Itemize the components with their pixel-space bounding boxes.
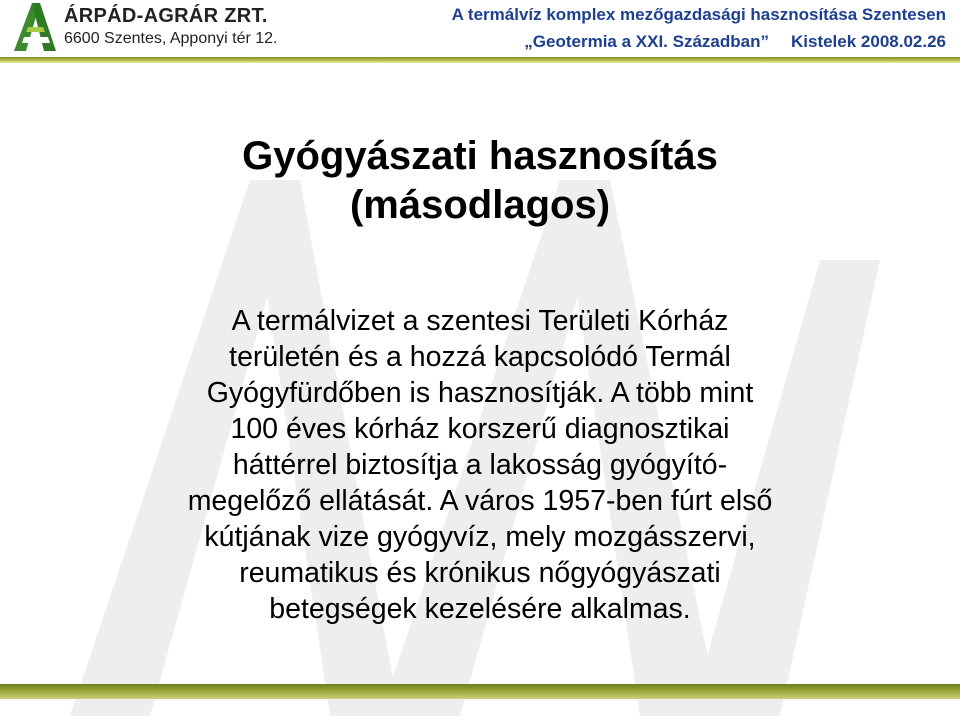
event-subtitle-line xyxy=(524,32,946,52)
body-line-2: területén és a hozzá kapcsolódó Termál xyxy=(229,341,731,373)
body-line-4: 100 éves kórház korszerű diagnosztikai xyxy=(230,413,730,445)
body-line-9: betegségek kezelésére alkalmas. xyxy=(269,593,691,625)
event-place-date: Kistelek 2008.02.26 xyxy=(790,32,946,51)
arpad-agrar-logo-icon xyxy=(14,3,56,51)
footer-divider xyxy=(0,684,960,699)
company-address: 6600 Szentes, Apponyi tér 12. xyxy=(64,30,278,47)
slide-title-line-2: (másodlagos) xyxy=(349,183,611,227)
body-line-1: A termálvizet a szentesi Területi Kórház xyxy=(231,305,729,337)
body-line-8: reumatikus és krónikus nőgyógyászati xyxy=(239,557,721,589)
body-line-7: kútjának vize gyógyvíz, mely mozgásszervi, xyxy=(204,521,756,553)
slide-title xyxy=(0,132,960,230)
event-title: A termálvíz komplex mezőgazdasági hasznosítása Szentesen xyxy=(451,5,946,24)
body-line-6: megelőző ellátását. A város 1957-ben fúrt első xyxy=(187,485,773,517)
header-divider xyxy=(0,57,960,63)
body-line-5: háttérrel biztosítja a lakosság gyógyító- xyxy=(232,449,728,481)
company-name: ÁRPÁD-AGRÁR ZRT. xyxy=(64,5,268,27)
slide-header xyxy=(0,0,960,58)
body-line-3: Gyógyfürdőben is hasznosítják. A több mint xyxy=(206,377,754,409)
event-subtitle: „Geotermia a XXI. Században” xyxy=(524,32,769,51)
slide-body-text xyxy=(112,303,848,627)
slide-title-line-1: Gyógyászati hasznosítás xyxy=(242,134,718,178)
